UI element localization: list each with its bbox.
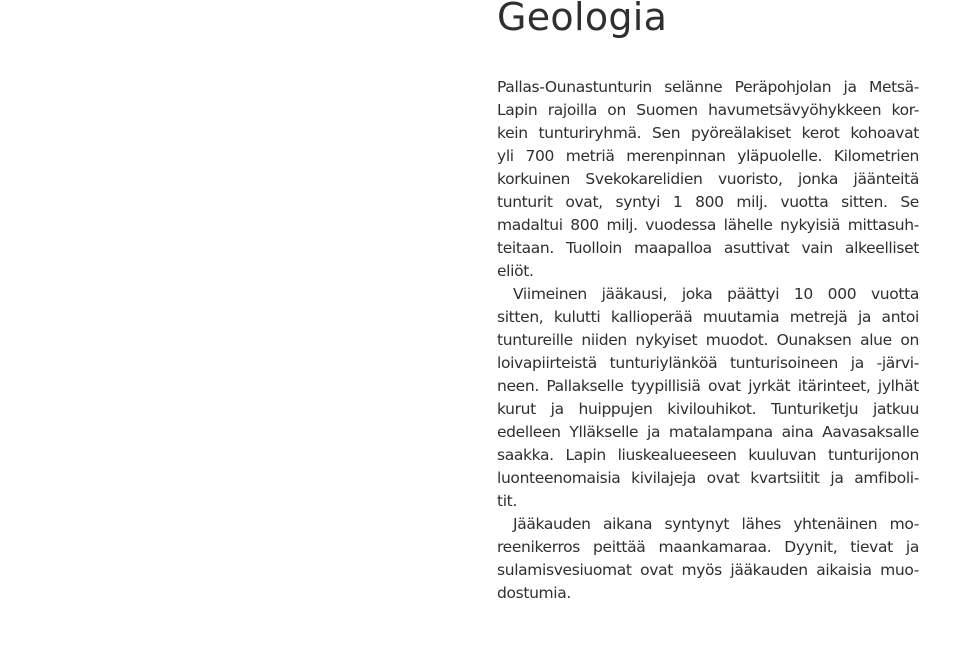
text-line: saakka. Lapin liuskealueeseen kuuluvan tunturijonon <box>497 446 919 464</box>
text-line: tuntureille niiden nykyiset muodot. Ounaksen alue on <box>497 331 919 349</box>
text-line: sulamisvesiuomat ovat myös jääkauden aikaisia muo- <box>497 561 919 579</box>
text-line: Pallas-Ounastunturin selänne Peräpohjolan ja Metsä- <box>497 78 919 96</box>
text-line: eliöt. <box>497 262 534 280</box>
text-line: yli 700 metriä merenpinnan yläpuolelle. Kilometrien <box>497 147 919 165</box>
text-line: Viimeinen jääkausi, joka päättyi 10 000 vuotta <box>513 285 919 303</box>
text-line: Lapin rajoilla on Suomen havumetsävyöhykkeen kor- <box>497 101 919 119</box>
text-line: neen. Pallakselle tyypillisiä ovat jyrkät itärinteet, jylhät <box>497 377 919 395</box>
text-line: kurut ja huippujen kivilouhikot. Tunturiketju jatkuu <box>497 400 919 418</box>
text-line: Jääkauden aikana syntynyt lähes yhtenäinen mo- <box>513 515 919 533</box>
text-line: madaltui 800 milj. vuodessa lähelle nykyisiä mittasuh- <box>497 216 919 234</box>
text-line: loivapiirteistä tunturiylänköä tunturisoineen ja -järvi- <box>497 354 919 372</box>
page-title: Geologia <box>497 0 668 39</box>
text-line: sitten, kulutti kallioperää muutamia metrejä ja antoi <box>497 308 919 326</box>
text-line: luonteenomaisia kivilajeja ovat kvartsiitit ja amfiboli- <box>497 469 919 487</box>
text-line: edelleen Ylläkselle ja matalampana aina Aavasaksalle <box>497 423 919 441</box>
text-line: tit. <box>497 492 517 510</box>
text-line: korkuinen Svekokarelidien vuoristo, jonka jäänteitä <box>497 170 919 188</box>
text-line: dostumia. <box>497 584 571 602</box>
text-line: kein tunturiryhmä. Sen pyöreälakiset kerot kohoavat <box>497 124 919 142</box>
text-line: reenikerros peittää maankamaraa. Dyynit, tievat ja <box>497 538 919 556</box>
text-line: tunturit ovat, syntyi 1 800 milj. vuotta sitten. Se <box>497 193 919 211</box>
text-line: teitaan. Tuolloin maapalloa asuttivat vain alkeelliset <box>497 239 919 257</box>
